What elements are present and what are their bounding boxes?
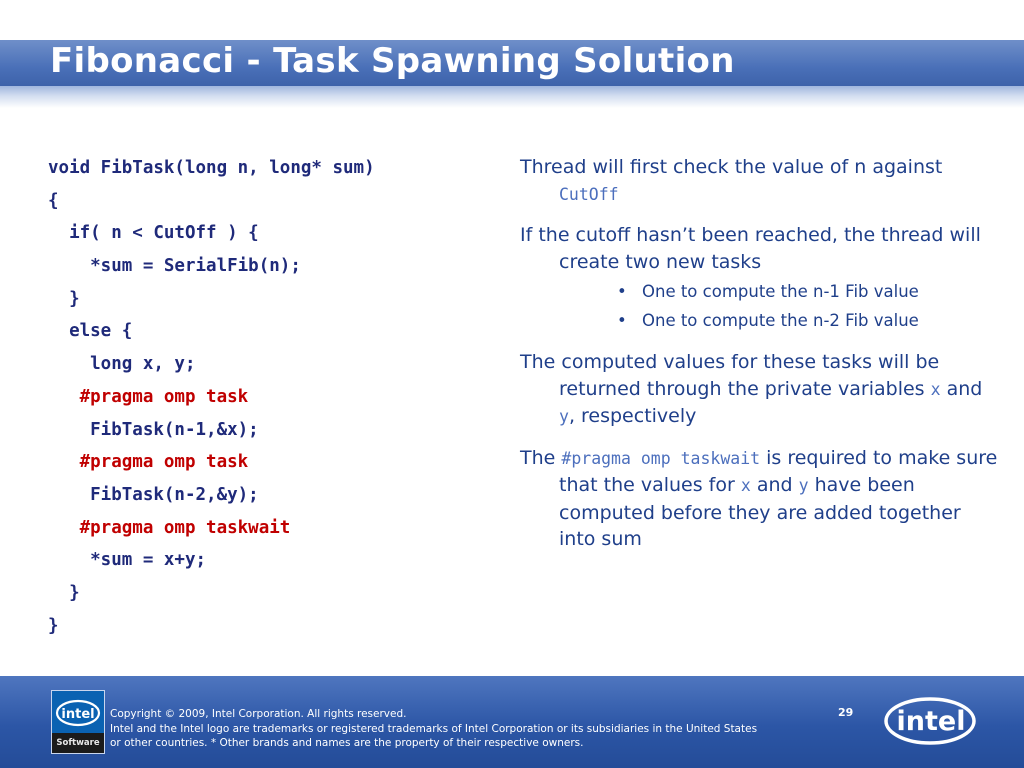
code-inline-taskwait: #pragma omp taskwait: [561, 448, 761, 468]
code-inline-x: x: [740, 476, 751, 495]
note-cutoff-check: [520, 154, 1000, 208]
code-line-pragma: #pragma omp task: [48, 386, 249, 407]
slide-title: Fibonacci - Task Spawning Solution: [50, 41, 735, 81]
intel-logo-icon: [880, 688, 984, 750]
code-line-pragma: #pragma omp taskwait: [48, 517, 291, 538]
note-text: and: [940, 377, 983, 400]
note-return-values: [520, 349, 1000, 431]
bullet-item: [559, 306, 1000, 335]
code-line: FibTask(n-1,&x);: [48, 419, 259, 440]
bullet-text: One to compute the n-2 Fib value: [642, 311, 919, 330]
bullet-icon: •: [617, 311, 627, 330]
note-text: and: [750, 474, 799, 496]
code-line: else {: [48, 321, 133, 342]
code-line: }: [48, 288, 80, 309]
code-inline-y: y: [798, 476, 809, 495]
trademark-text: Intel and the Intel logo are trademarks or registered trademarks of Intel Corporation or its subsidiaries in the United States: [110, 722, 758, 735]
note-text: The computed values for these tasks will be returned through the private variables: [520, 351, 940, 400]
bullet-icon: •: [617, 282, 627, 301]
intel-swirl-icon: [52, 691, 104, 733]
code-inline-x: x: [930, 379, 941, 399]
note-text: , respectively: [568, 405, 697, 427]
page-number: 29: [838, 706, 854, 719]
note-text: Thread will first check the value of n against: [520, 156, 943, 178]
task-bullet-list: [559, 277, 1000, 335]
note-text: The: [520, 446, 562, 469]
code-line: }: [48, 582, 80, 603]
software-logo-brand: intel: [61, 707, 95, 722]
intel-software-logo: [51, 690, 105, 754]
note-text: have been computed before they are added together into sum: [559, 474, 961, 550]
notes-column: [520, 154, 1000, 553]
code-line: }: [48, 615, 59, 636]
note-spawn-tasks: [520, 222, 1000, 335]
code-line: FibTask(n-2,&y);: [48, 484, 259, 505]
code-block: [48, 152, 488, 642]
note-text: is required to make sure that the values for: [559, 446, 998, 496]
copyright-text: Copyright © 2009, Intel Corporation. All rights reserved.: [110, 708, 407, 720]
bullet-text: One to compute the n-1 Fib value: [642, 282, 919, 301]
software-logo-label: Software: [52, 733, 104, 753]
code-line: *sum = SerialFib(n);: [48, 256, 301, 277]
code-inline-y: y: [559, 407, 569, 426]
code-inline-cutoff: CutOff: [559, 184, 619, 204]
note-taskwait: [520, 445, 1000, 553]
bullet-item: [559, 277, 1000, 306]
code-line: if( n < CutOff ) {: [48, 223, 259, 244]
note-text: If the cutoff hasn’t been reached, the thread will create two new tasks: [520, 224, 981, 273]
other-brands-text: or other countries. * Other brands and names are the property of their respective owners.: [110, 737, 584, 749]
intel-logo-text: intel: [896, 706, 966, 737]
code-line: *sum = x+y;: [48, 550, 207, 571]
code-line: long x, y;: [48, 354, 196, 375]
code-line: void FibTask(long n, long* sum): [48, 158, 375, 178]
code-line: {: [48, 190, 59, 211]
footer-legal-text: [110, 707, 850, 751]
code-line-pragma: #pragma omp task: [48, 452, 249, 473]
